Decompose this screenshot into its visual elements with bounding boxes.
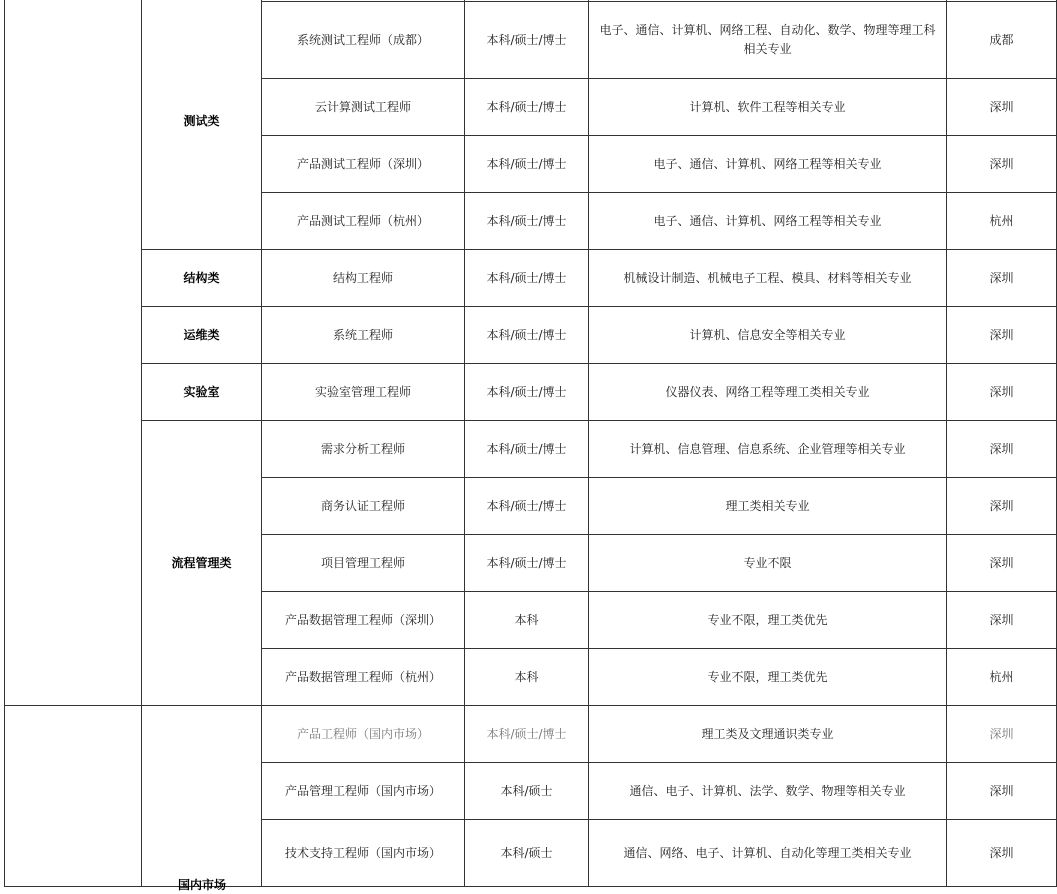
degree: 本科/硕士 bbox=[465, 763, 589, 820]
job-title: 云计算测试工程师 bbox=[262, 79, 465, 136]
degree: 本科 bbox=[465, 592, 589, 649]
location: 深圳 bbox=[947, 250, 1057, 307]
job-title: 系统测试工程师（成都） bbox=[262, 2, 465, 79]
degree: 本科/硕士/博士 bbox=[465, 193, 589, 250]
job-title: 结构工程师 bbox=[262, 250, 465, 307]
job-title: 商务认证工程师 bbox=[262, 478, 465, 535]
major: 计算机、软件工程等相关专业 bbox=[589, 79, 947, 136]
degree: 本科/硕士/博士 bbox=[465, 478, 589, 535]
job-title: 项目管理工程师 bbox=[262, 535, 465, 592]
category-cell: 运维类 bbox=[142, 307, 262, 364]
department-cell bbox=[5, 0, 142, 706]
degree: 本科/硕士 bbox=[465, 820, 589, 887]
major: 电子、通信、计算机、网络工程、自动化、数学、物理等理工科相关专业 bbox=[589, 2, 947, 79]
category-cell: 实验室 bbox=[142, 364, 262, 421]
degree: 本科/硕士/博士 bbox=[465, 307, 589, 364]
job-title: 产品工程师（国内市场） bbox=[262, 706, 465, 763]
location: 深圳 bbox=[947, 820, 1057, 887]
job-title: 产品数据管理工程师（深圳） bbox=[262, 592, 465, 649]
job-title: 系统工程师 bbox=[262, 307, 465, 364]
major: 机械设计制造、机械电子工程、模具、材料等相关专业 bbox=[589, 250, 947, 307]
degree: 本科/硕士/博士 bbox=[465, 421, 589, 478]
location: 深圳 bbox=[947, 421, 1057, 478]
job-title: 实验室管理工程师 bbox=[262, 364, 465, 421]
job-title: 产品测试工程师（杭州） bbox=[262, 193, 465, 250]
category-cell: 流程管理类 bbox=[142, 421, 262, 706]
major: 电子、通信、计算机、网络工程等相关专业 bbox=[589, 136, 947, 193]
degree: 本科 bbox=[465, 649, 589, 706]
department-cell bbox=[5, 706, 142, 887]
degree: 本科/硕士/博士 bbox=[465, 364, 589, 421]
major: 专业不限，理工类优先 bbox=[589, 592, 947, 649]
job-title: 需求分析工程师 bbox=[262, 421, 465, 478]
location: 深圳 bbox=[947, 79, 1057, 136]
category-cell: 结构类 bbox=[142, 250, 262, 307]
major: 通信、电子、计算机、法学、数学、物理等相关专业 bbox=[589, 763, 947, 820]
degree: 本科/硕士/博士 bbox=[465, 250, 589, 307]
location: 杭州 bbox=[947, 193, 1057, 250]
table-row bbox=[5, 706, 1057, 763]
major: 理工类相关专业 bbox=[589, 478, 947, 535]
major: 仪器仪表、网络工程等理工类相关专业 bbox=[589, 364, 947, 421]
table-row bbox=[5, 421, 1057, 478]
location: 深圳 bbox=[947, 136, 1057, 193]
major: 电子、通信、计算机、网络工程等相关专业 bbox=[589, 193, 947, 250]
job-table bbox=[4, 0, 1057, 887]
location: 杭州 bbox=[947, 649, 1057, 706]
location: 深圳 bbox=[947, 706, 1057, 763]
major: 专业不限，理工类优先 bbox=[589, 649, 947, 706]
location: 深圳 bbox=[947, 364, 1057, 421]
major: 计算机、信息安全等相关专业 bbox=[589, 307, 947, 364]
category-cell: 测试类 bbox=[142, 0, 262, 250]
job-title: 技术支持工程师（国内市场） bbox=[262, 820, 465, 887]
table-row bbox=[5, 307, 1057, 364]
major: 计算机、信息管理、信息系统、企业管理等相关专业 bbox=[589, 421, 947, 478]
location: 深圳 bbox=[947, 592, 1057, 649]
category-cell bbox=[142, 706, 262, 887]
table-row bbox=[5, 250, 1057, 307]
job-title: 产品数据管理工程师（杭州） bbox=[262, 649, 465, 706]
major: 理工类及文理通识类专业 bbox=[589, 706, 947, 763]
major: 通信、网络、电子、计算机、自动化等理工类相关专业 bbox=[589, 820, 947, 887]
table-row bbox=[5, 364, 1057, 421]
location: 深圳 bbox=[947, 535, 1057, 592]
major: 专业不限 bbox=[589, 535, 947, 592]
degree: 本科/硕士/博士 bbox=[465, 2, 589, 79]
category-label-domestic-market: 国内市场 bbox=[177, 878, 226, 892]
location: 成都 bbox=[947, 2, 1057, 79]
location: 深圳 bbox=[947, 763, 1057, 820]
degree: 本科/硕士/博士 bbox=[465, 706, 589, 763]
location: 深圳 bbox=[947, 478, 1057, 535]
degree: 本科/硕士/博士 bbox=[465, 136, 589, 193]
degree: 本科/硕士/博士 bbox=[465, 79, 589, 136]
location: 深圳 bbox=[947, 307, 1057, 364]
job-title: 产品测试工程师（深圳） bbox=[262, 136, 465, 193]
job-title: 产品管理工程师（国内市场） bbox=[262, 763, 465, 820]
degree: 本科/硕士/博士 bbox=[465, 535, 589, 592]
